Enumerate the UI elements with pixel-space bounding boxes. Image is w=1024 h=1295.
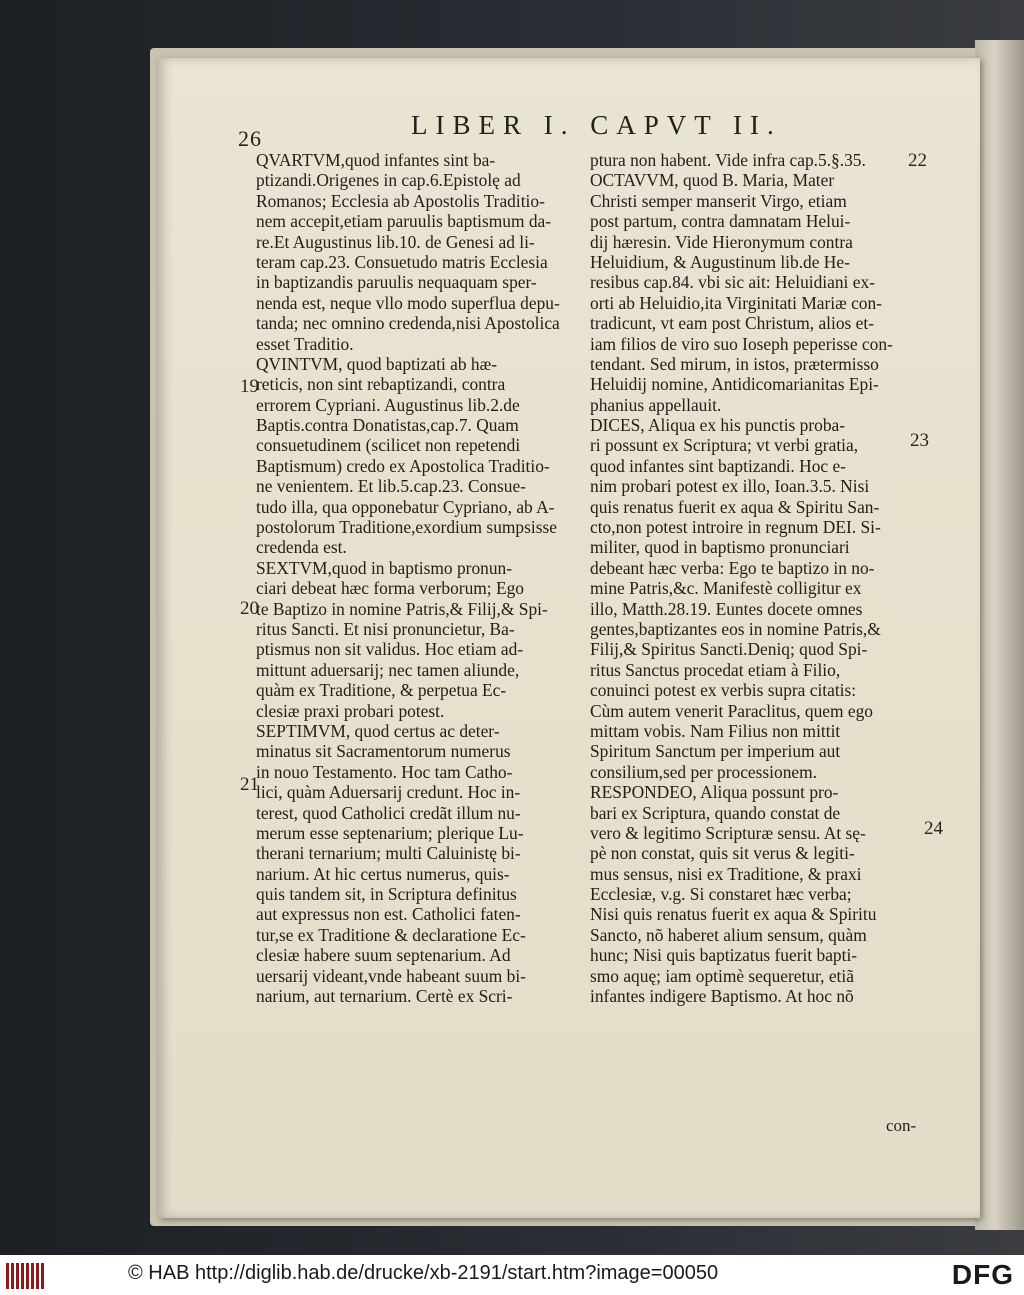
footer-bar xyxy=(0,1255,1024,1295)
text-line: Heluidij nomine, Antidicomarianitas Epi- xyxy=(590,374,879,395)
text-line: tudo illa, qua opponebatur Cypriano, ab A- xyxy=(256,496,555,517)
book-page xyxy=(158,58,980,1218)
text-line: illo, Matth.28.19. Euntes docete omnes xyxy=(590,598,863,619)
text-line: DICES, Aliqua ex his punctis proba- xyxy=(590,415,846,436)
text-line: tur,se ex Traditione & declaratione Ec- xyxy=(256,924,526,945)
text-line: debeant hæc verba: Ego te baptizo in no- xyxy=(590,557,875,578)
text-line: postolorum Traditione,exordium sumpsisse xyxy=(256,517,557,538)
attribution-link[interactable]: © HAB http://diglib.hab.de/drucke/xb-2191/start.htm?image=00050 xyxy=(128,1262,719,1284)
text-line: Cùm autem venerit Paraclitus, quem ego xyxy=(590,700,874,721)
text-line: mus sensus, nisi ex Traditione, & praxi xyxy=(590,863,862,884)
text-line: aut expressus non est. Catholici faten- xyxy=(256,904,521,925)
text-line: nem accepit,etiam paruulis baptismum da- xyxy=(256,211,552,232)
text-line: consuetudinem (scilicet non repetendi xyxy=(256,435,521,456)
text-line: in baptizandis paruulis nequaquam sper- xyxy=(256,272,537,293)
left-text-column xyxy=(256,150,591,1006)
text-line: Heluidium, & Augustinum lib.de He- xyxy=(590,251,850,272)
text-line: Ecclesiæ, v.g. Si constaret hæc verba; xyxy=(590,884,852,905)
text-line: pè non constat, quis sit verus & legiti- xyxy=(590,843,855,864)
text-line: gentes,baptizantes eos in nomine Patris,& xyxy=(590,618,881,639)
text-line: reticis, non sint rebaptizandi, contra xyxy=(256,374,506,395)
text-line: dij hæresin. Vide Hieronymum contra xyxy=(590,231,853,252)
text-line: post partum, contra damnatam Helui- xyxy=(590,211,851,232)
text-line: narium. At hic certus numerus, quis- xyxy=(256,863,510,884)
text-line: merum esse septenarium; plerique Lu- xyxy=(256,822,524,843)
text-line: infantes indigere Baptismo. At hoc nõ xyxy=(590,986,854,1007)
text-line: esset Traditio. xyxy=(256,333,354,354)
margin-number-19: 19 xyxy=(240,376,259,397)
text-line: SEPTIMVM, quod certus ac deter- xyxy=(256,720,500,741)
text-line: tanda; nec omnino credenda,nisi Apostolica xyxy=(256,313,560,334)
text-line: ptismus non sit validus. Hoc etiam ad- xyxy=(256,639,524,660)
catchword: con- xyxy=(886,1116,917,1135)
text-line: quis renatus fuerit ex aqua & Spiritu San- xyxy=(590,496,880,517)
text-line: conuinci potest ex verbis supra citatis: xyxy=(590,680,857,701)
text-line: consilium,sed per processionem. xyxy=(590,761,817,782)
text-line: Filij,& Spiritus Sancti.Deniq; quod Spi- xyxy=(590,639,868,660)
text-line: therani ternarium; multi Caluinistę bi- xyxy=(256,843,521,864)
text-line: cto,non potest introire in regnum DEI. Si- xyxy=(590,517,881,538)
text-line: ritus Sancti. Et nisi pronuncietur, Ba- xyxy=(256,618,515,639)
text-line: ritus Sanctus procedat etiam à Filio, xyxy=(590,659,841,680)
text-line: ciari debeat hæc forma verborum; Ego xyxy=(256,578,525,599)
text-line: QVINTVM, quod baptizati ab hæ- xyxy=(256,353,498,374)
text-line: mittunt aduersarij; nec tamen aliunde, xyxy=(256,659,520,680)
hab-logo-icon xyxy=(6,1263,46,1289)
text-line: lici, quàm Aduersarij credunt. Hoc in- xyxy=(256,782,521,803)
text-line: resibus cap.84. vbi sic ait: Heluidiani ex- xyxy=(590,272,875,293)
page-number: 26 xyxy=(238,126,262,151)
running-title: LIBER I. CAPVT II. xyxy=(411,110,782,140)
text-line: orti ab Heluidio,ita Virginitati Mariæ con- xyxy=(590,292,882,313)
margin-number-20: 20 xyxy=(240,598,259,619)
text-line: quis tandem sit, in Scriptura definitus xyxy=(256,884,517,905)
text-line: quod infantes sint baptizandi. Hoc e- xyxy=(590,455,846,476)
text-line: clesiæ habere suum septenarium. Ad xyxy=(256,945,511,966)
text-line: Baptismum) credo ex Apostolica Traditio- xyxy=(256,455,550,476)
text-line: ri possunt ex Scriptura; vt verbi gratia, xyxy=(590,435,859,456)
text-line: in nouo Testamento. Hoc tam Catho- xyxy=(256,761,513,782)
text-line: credenda est. xyxy=(256,537,347,558)
facing-page-edge xyxy=(975,40,1024,1230)
text-line: smo aquę; iam optimè sequeretur, etiã xyxy=(590,965,854,986)
text-line: Baptis.contra Donatistas,cap.7. Quam xyxy=(256,415,519,436)
text-line: quàm ex Traditione, & perpetua Ec- xyxy=(256,680,507,701)
margin-number-24: 24 xyxy=(924,818,943,839)
text-line: militer, quod in baptismo pronunciari xyxy=(590,537,850,558)
text-line: RESPONDEO, Aliqua possunt pro- xyxy=(590,782,839,803)
text-line: nim probari potest ex illo, Ioan.3.5. Nisi xyxy=(590,476,870,497)
text-line: mittam vobis. Nam Filius non mittit xyxy=(590,720,841,741)
text-line: ne venientem. Et lib.5.cap.23. Consue- xyxy=(256,476,526,497)
text-line: Romanos; Ecclesia ab Apostolis Traditio- xyxy=(256,190,545,211)
text-line: iam filios de viro suo Ioseph peperisse con- xyxy=(590,333,893,354)
text-line: hunc; Nisi quis baptizatus fuerit bapti- xyxy=(590,945,858,966)
text-line: OCTAVVM, quod B. Maria, Mater xyxy=(590,170,835,191)
text-line: Christi semper manserit Virgo, etiam xyxy=(590,190,847,211)
dfg-logo: DFG xyxy=(951,1259,1014,1290)
text-line: phanius appellauit. xyxy=(590,394,722,415)
text-line: Nisi quis renatus fuerit ex aqua & Spiritu xyxy=(590,904,877,925)
text-line: mine Patris,&c. Manifestè colligitur ex xyxy=(590,578,862,599)
text-line: QVARTVM,quod infantes sint ba- xyxy=(256,150,496,170)
margin-number-22: 22 xyxy=(908,150,927,171)
text-line: ptizandi.Origenes in cap.6.Epistolę ad xyxy=(256,170,521,191)
right-text-column xyxy=(590,150,906,1006)
margin-number-23: 23 xyxy=(910,430,929,451)
text-line: narium, aut ternarium. Certè ex Scri- xyxy=(256,986,513,1007)
text-line: errorem Cypriani. Augustinus lib.2.de xyxy=(256,394,520,415)
text-line: tradicunt, vt eam post Christum, alios et- xyxy=(590,313,874,334)
text-line: clesiæ praxi probari potest. xyxy=(256,700,445,721)
text-line: ptura non habent. Vide infra cap.5.§.35. xyxy=(590,150,866,170)
text-line: re.Et Augustinus lib.10. de Genesi ad li- xyxy=(256,231,535,252)
text-line: SEXTVM,quod in baptismo pronun- xyxy=(256,557,513,578)
text-line: uersarij videant,vnde habeant suum bi- xyxy=(256,965,526,986)
margin-number-21: 21 xyxy=(240,774,259,795)
text-line: teram cap.23. Consuetudo matris Ecclesia xyxy=(256,251,548,272)
text-line: nenda est, neque vllo modo superflua depu- xyxy=(256,292,560,313)
text-line: minatus sit Sacramentorum numerus xyxy=(256,741,511,762)
text-line: te Baptizo in nomine Patris,& Filij,& Spi- xyxy=(256,598,548,619)
text-line: tendant. Sed mirum, in istos, prætermisso xyxy=(590,353,879,374)
text-line: bari ex Scriptura, quando constat de xyxy=(590,802,841,823)
text-line: Spiritum Sanctum per imperium aut xyxy=(590,741,841,762)
text-line: Sancto, nõ haberet alium sensum, quàm xyxy=(590,924,867,945)
text-line: terest, quod Catholici credãt illum nu- xyxy=(256,802,521,823)
text-line: vero & legitimo Scripturæ sensu. At sę- xyxy=(590,822,866,843)
